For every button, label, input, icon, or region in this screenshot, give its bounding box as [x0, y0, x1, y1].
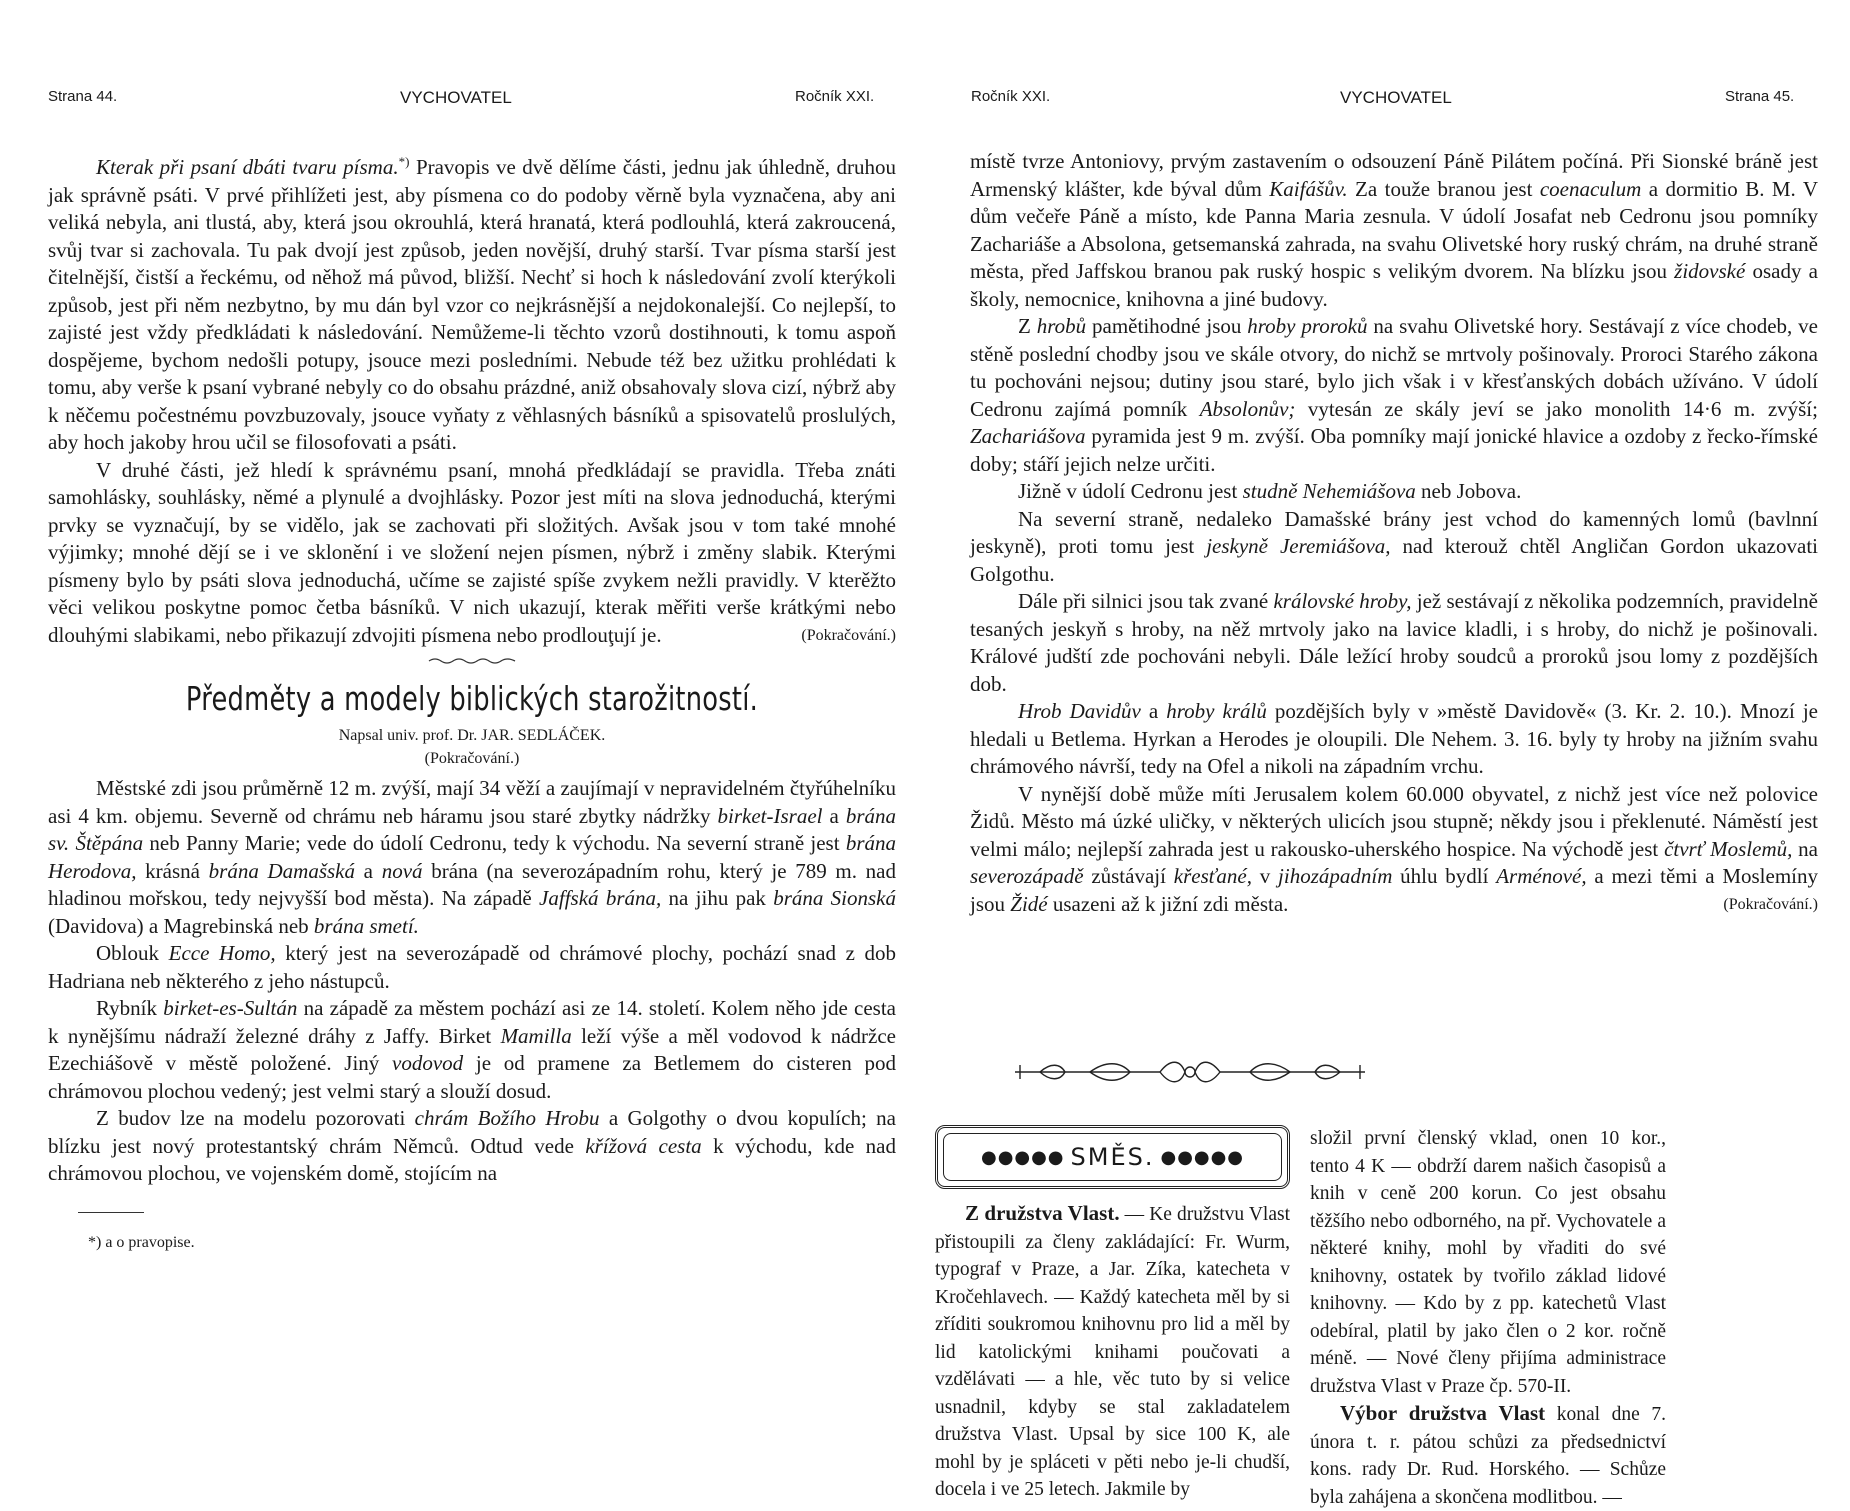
smes-item-2-title: Výbor družstva Vlast: [1340, 1401, 1546, 1425]
footnote-mark: *): [398, 154, 410, 169]
smes-item-2-text: konal dne 7. února t. r. pátou schůzi za předsednictví kons. rady Dr. Rud. Horského. — Schůze byla zahájena a skončena modlitbou. —: [1310, 1404, 1666, 1508]
right-column: [970, 148, 1818, 918]
article-paragraph-4: Z budov lze na modelu pozorovati chrám Božího Hrobu a Golgothy o dvou kopulích; na blízku jest nový protestantský chrám Němců. Odtud vede křížová cesta k východu, kde nad chrámovou plochou, ve vojenském domě, stojícím na: [48, 1106, 896, 1185]
left-journal-title: VYCHOVATEL: [400, 88, 512, 107]
smes-label: SMĚS.: [1070, 1143, 1155, 1171]
left-volume: Ročník XXI.: [795, 88, 875, 105]
left-page: [0, 0, 925, 1500]
left-column: [48, 148, 896, 1256]
kterak-text-1: Pravopis ve dvě dělíme části, jednu jak úhledně, druhou jak správně psáti. V prvé přihlížeti jest, aby písmena co do podoby věrně byla vyznačena, aby ani veliká nebyla, ani tlustá, aby, která jsou okrouhlá, která hranatá, která podlouhlá, která zakroucená, svůj tvar si zachovala. Tu pak dvojí jest způsob, jeden novější, druhý starší. Tvar písma starší jest čitelnější, čistší a řeckému, od něhož má původ, bližší. Nechť si hoch k následování zvolí kterýkoli způsob, jest při něm nezbytno, by mu dán byl vzor co nejkrásnější a nejdokonalejší. Co nejlepší, to zajisté jest vždy předkládati k následování. Nemůžeme-li těchto vzorů dostihnouti, k tomu aspoň dospějeme, bychom nedošli potupy, jsouce mezi posledními. Nebude též bez užitku prohlédati k tomu, aby verše k psaní vybrané nebyly co do obsahu prázdné, aniž obsahovaly slova cizí, nýbrž aby k něčemu počestnému povzbuzovaly, jsouce vyňaty z věhlasných básníků a spisovatelů proslulých, aby hoch jakoby hrou učil se filosofovati a psáti.: [48, 155, 896, 454]
smes-dots-right: ●●●●●: [1160, 1146, 1245, 1168]
right-volume: Ročník XXI.: [971, 88, 1051, 105]
right-paragraph-4: Na severní straně, nedaleko Damašské brány jest vchod do kamenných lomů (bavlnní jeskyně), proti tomu jest jeskyně Jeremiášova, nad kterouž chtěl Angličan Gordon ukazovati Golgothu.: [970, 506, 1818, 586]
article-paragraph-2: Oblouk Ecce Homo, který jest na severozápadě od chrámové plochy, pochází snad z dob Hadriana neb některého z jeho nástupců.: [48, 941, 897, 993]
smes-item-1: [935, 1200, 1290, 1504]
kterak-text-2: V druhé části, jež hledí k správnému psaní, mnohá předkládají se pravidla. Třeba znáti samohlásky, souhlásky, němé a plynulé a dvojhlásky. Pozor jest míti na slova jednoduchá, kterými prvky se vyznačují, by se vidělo, jak se zachovati při složitých. Avšak jsou v tom také mnohé výjimky; mnohé dějí se i ve sklonění i ve složení nejen písmen, nýbrž i změny slabik. Kterými písmeny bylo by psáti slova jednoduchá, učíme se zajisté spíše zvykem nežli pravidly. V kterěžto věci velikou poskytne pomoc četba básníků. V nich ukazují, kterak měřiti verše krátkými nebo dlouhými slabikami, nebo přikazují zdvojiti písmena nebo prodlouţují je.: [48, 457, 896, 647]
smes-header-inner: [943, 1133, 1282, 1181]
kterak-title: Kterak při psaní dbáti tvaru písma.: [96, 155, 399, 179]
smes-item-1-continued: složil první členský vklad, onen 10 kor., tento 4 K — obdrží darem našich časopisů a knih v ceně 200 korun. Co jest obsahu těžšího nebo odborného, na př. Vychovatele a některé knihy, mohl by vřaditi do své knihovny, ostatek by tvořilo základ lidové knihovny. — Kdo by z pp. katechetů Vlast odebíral, platil by jako člen o 2 kor. ročně méně. — Nové členy přijíma administrace družstva Vlast v Praze čp. 570-II.: [1310, 1128, 1666, 1397]
right-paragraph-1: místě tvrze Antoniovy, prvým zastavením o odsouzení Páně Pilátem počíná. Při Sionské bráně jest Armenský klášter, kde býval dům Kaifášův. Za touže branou jest coenaculum a dormitio B. M. V dům večeře Páně a místo, kde Panna Maria zesnula. V údolí Josafat neb Cedronu jsou pomníky Zachariáše a Absolona, getsemanská zahrada, na svahu Olivetské hory ruský chrám, na druhé straně města, před Jaffskou branou pak ruský hospic s velikým dvorem. Na blízku jsou židovské osady a školy, nemocnice, knihovna a jiné budovy.: [970, 149, 1818, 311]
article-author: Napsal univ. prof. Dr. JAR. SEDLÁČEK.: [338, 727, 606, 744]
ornament-divider: [1010, 1055, 1370, 1089]
right-paragraph-5: Dále při silnici jsou tak zvané královské hroby, jež sestávají z několika podzemních, pravidelně tesaných jeskyň s hroby, na něž mrtvoly jako na lavice kladli, i s hroby, do nichž je pošinovali. Králové judští zde pochováni nebyli. Dále ležící hroby soudců a proroků jsou lomy z pozdějších dob.: [970, 589, 1818, 696]
kterak-paragraph-2: [48, 457, 896, 650]
right-page: [925, 0, 1850, 1508]
right-continued-label: (Pokračování.): [1723, 895, 1818, 913]
footnote-rule: [78, 1212, 144, 1213]
smes-item-1-title: Z družstva Vlast.: [965, 1201, 1120, 1225]
smes-column-2: [1310, 1125, 1666, 1511]
article-title: Předměty a modely biblických starožitností.: [185, 679, 759, 718]
right-paragraph-7: V nynější době může míti Jerusalem kolem 60.000 obyvatel, z nichž jest více než polovice Židů. Město má úzké uličky, v některých ulicích jsou stupně; někdy jsou i překlenuté. Náměstí jest velmi málo; nejlepší zahrada jest u rakousko-uherského hospice. Na východě jest čtvrť Moslemů, na severozápadě zůstávají křesťané, v jihozápadním úhlu bydlí Arménové, a mezi těmi a Moslemíny jsou Židé usazeni až k jižní zdi města. (Pokračování.): [970, 781, 1818, 919]
smes-item-1-text: — Ke družstvu Vlast přistoupili za členy zakládající: Fr. Wurm, typograf v Praze, a Jar. Zíka, katecheta v Kročehlavech. — Každý katecheta měl by si zříditi soukromou knihovnu pro lid a měl by lid katolickými knihami poučovati a vzdělávati — a hle, věc tuto by si velice usnadnil, kdyby se stal zakladatelem družstva Vlast. Upsal by sice 100 K, ale mohl by je spláceti v pěti nebo je-li chudší, docela i ve 25 letech. Jakmile by: [935, 1204, 1290, 1500]
right-journal-title: VYCHOVATEL: [1340, 88, 1452, 107]
wavy-divider: [427, 655, 517, 665]
continued-label: (Pokračování.): [801, 626, 896, 644]
article-paragraph-1: Městské zdi jsou průměrně 12 m. zvýší, mají 34 věží a zaujímají v nepravidelném čtyřúhelníku asi 4 km. objemu. Severně od chrámu neb háramu jsou staré zbytky nádržky birket-Israel a brána sv. Štěpána neb Panny Marie; vede do údolí Cedronu, tedy k východu. Na severní straně jest brána Herodova, krásná brána Damašská a nová brána (na severozápadním rohu, který je 789 m. nad hladinou mořskou, tedy nejvyšší bod města). Na západě Jaffská brána, na jihu pak brána Sionská (Davidova) a Magrebinská neb brána smetí.: [48, 776, 897, 938]
right-paragraph-2: Z hrobů pamětihodné jsou hroby proroků na svahu Olivetské hory. Sestávají z více chodeb, ve stěně poslední chodby jsou ve skále otvory, do nichž se mrtvoly pošinovaly. Proroci Starého zákona tu pochováni nejsou; dutiny jsou staré, bylo jich však i v křesťanských dobách užíváno. V údolí Cedronu zajímá pomník Absolonův; vytesán ze skály jeví se jako monolith 14·6 m. zvýší; Zachariášova pyramida jest 9 m. zvýší. Oba pomníky mají jonické hlavice a ozdoby z řecko-římské doby; stáří jejich nelze určiti.: [970, 314, 1818, 476]
smes-header-box: [935, 1125, 1290, 1189]
smes-item-2: [1310, 1400, 1666, 1511]
left-page-number: Strana 44.: [48, 88, 118, 105]
right-paragraph-6: Hrob Davidův a hroby králů pozdějších byly v »městě Davidově« (3. Kr. 2. 10.). Mnozí je hledali u Betlema. Hyrkan a Herodes je oloupili. Dle Nehem. 3. 16. byly ty hroby na jižním svahu chrámového návrší, tedy na Ofel a nikoli na západním vrchu.: [970, 699, 1818, 778]
smes-dots-left: ●●●●●: [980, 1146, 1065, 1168]
footnote: *) a o pravopise.: [88, 1233, 195, 1251]
article-continued: (Pokračování.): [424, 750, 520, 767]
right-page-number: Strana 45.: [1725, 88, 1795, 105]
smes-column-1: [935, 1200, 1290, 1504]
kterak-paragraph-1: [48, 148, 896, 457]
right-paragraph-3: Jižně v údolí Cedronu jest studně Nehemiášova neb Jobova.: [1018, 479, 1522, 503]
article-paragraph-3: Rybník birket-es-Sultán na západě za městem pochází asi ze 14. století. Kolem něho jde cesta k nynějšímu nádraží železné dráhy z Jaffy. Birket Mamilla leží výše a měl vodovod k nádržce Ezechiášově v městě položené. Jiný vodovod je od pramene za Betlemem do cisteren pod chrámovou plochou vedený; jest velmi starý a slouží dosud.: [48, 996, 897, 1103]
